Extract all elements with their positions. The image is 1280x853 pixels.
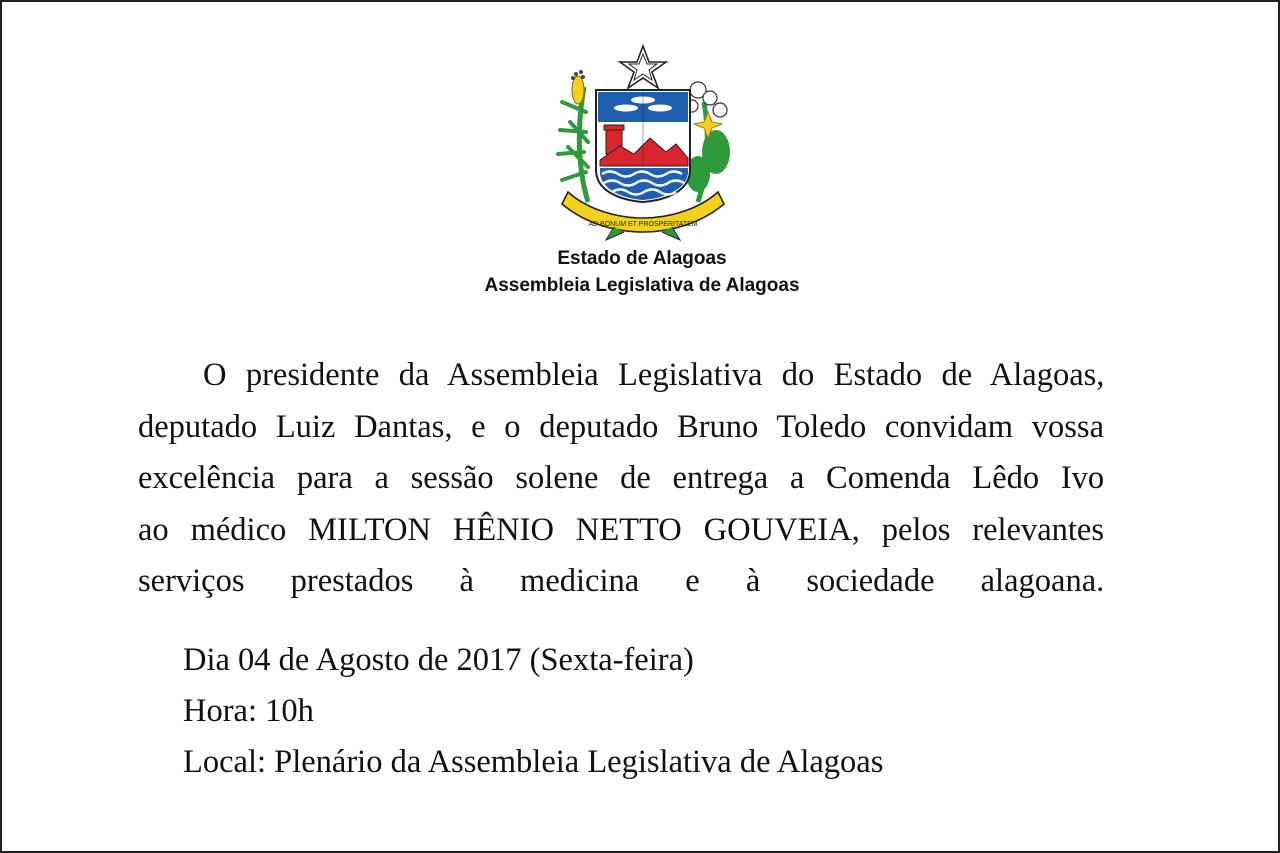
invitation-paragraph bbox=[138, 350, 1104, 608]
alagoas-coat-of-arms bbox=[548, 42, 738, 242]
paragraph-line: ao médico MILTON HÊNIO NETTO GOUVEIA, pelos relevantes bbox=[138, 511, 1104, 548]
event-time: Hora: 10h bbox=[183, 693, 314, 729]
event-location: Local: Plenário da Assembleia Legislativa de Alagoas bbox=[183, 744, 884, 780]
crest-motto: AD BONUM ET PROSPERITATEM bbox=[588, 221, 698, 228]
paragraph-line: excelência para a sessão solene de entrega a Comenda Lêdo Ivo bbox=[138, 460, 1105, 496]
paragraph-line: deputado Luiz Dantas, e o deputado Bruno Toledo convidam vossa bbox=[138, 408, 1104, 445]
paragraph-line: O presidente da Assembleia Legislativa do Estado de Alagoas, bbox=[203, 357, 1105, 393]
state-name: Estado de Alagoas bbox=[557, 248, 727, 269]
institution-name: Assembleia Legislativa de Alagoas bbox=[484, 275, 800, 296]
paragraph-line: serviços prestados à medicina e à sociedade alagoana. bbox=[138, 563, 1105, 599]
event-date: Dia 04 de Agosto de 2017 (Sexta-feira) bbox=[183, 642, 694, 678]
event-details bbox=[183, 635, 883, 788]
